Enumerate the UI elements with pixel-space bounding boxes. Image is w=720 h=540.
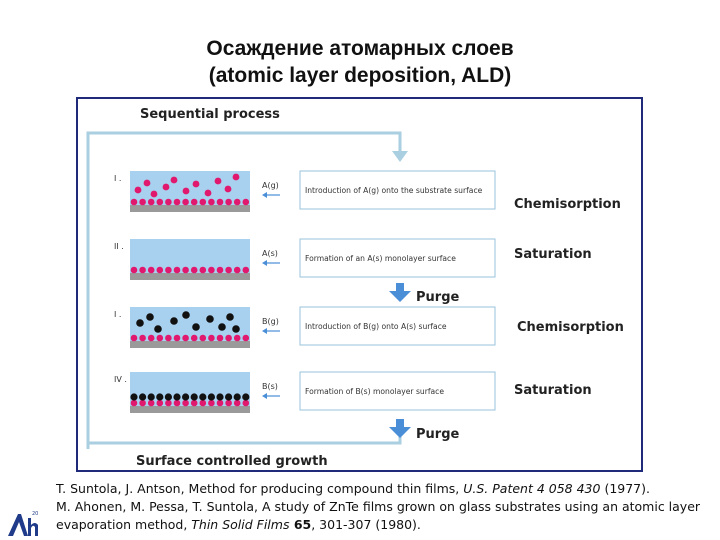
gas-a-molecule — [171, 177, 178, 184]
species-label: B(g) — [262, 317, 279, 326]
species-a-atom — [243, 400, 250, 407]
gas-a-molecule — [144, 180, 151, 187]
species-a-atom — [182, 199, 189, 206]
species-a-atom — [191, 199, 198, 206]
species-a-atom — [148, 400, 155, 407]
species-label: A(g) — [262, 181, 279, 190]
gas-b-molecule — [136, 319, 144, 327]
gas-b-molecule — [146, 313, 154, 321]
step-number: II . — [114, 242, 124, 251]
species-a-atom — [234, 199, 241, 206]
gas-a-molecule — [225, 186, 232, 193]
step-panel-2 — [114, 239, 592, 280]
species-a-atom — [200, 199, 207, 206]
species-a-atom — [157, 400, 164, 407]
species-a-atom — [174, 335, 181, 342]
reference-2: M. Ahonen, M. Pessa, T. Suntola, A study of ZnTe films grown on glass substrates using an atomic layer evaporation method, Thin Solid Films 65, 301-307 (1980). — [56, 499, 701, 532]
gas-b-molecule — [232, 325, 240, 333]
species-a-atom — [225, 199, 232, 206]
species-a-atom — [182, 335, 189, 342]
species-a-atom — [131, 335, 138, 342]
species-b-atom — [199, 393, 206, 400]
gas-b-molecule — [154, 325, 162, 333]
species-a-atom — [174, 199, 181, 206]
species-a-atom — [217, 335, 224, 342]
species-a-atom — [165, 400, 172, 407]
input-arrowhead-icon — [262, 393, 267, 399]
step-panel-1 — [114, 171, 621, 212]
purge-arrow-2 — [389, 419, 411, 438]
species-a-atom — [191, 400, 198, 407]
gas-b-molecule — [226, 313, 234, 321]
species-a-atom — [131, 267, 138, 274]
species-a-atom — [217, 199, 224, 206]
reference-1: T. Suntola, J. Antson, Method for producing compound thin films, U.S. Patent 4 058 430 (1977). — [56, 481, 650, 496]
species-a-atom — [139, 199, 146, 206]
species-a-atom — [139, 400, 146, 407]
species-a-atom — [208, 267, 215, 274]
step-description: Introduction of B(g) onto A(s) surface — [305, 322, 447, 331]
species-b-atom — [139, 393, 146, 400]
species-b-atom — [234, 393, 241, 400]
species-b-atom — [216, 393, 223, 400]
species-a-atom — [165, 267, 172, 274]
species-b-atom — [242, 393, 249, 400]
gas-b-molecule — [182, 311, 190, 319]
species-a-atom — [208, 400, 215, 407]
species-a-atom — [157, 335, 164, 342]
ald-diagram — [78, 99, 641, 470]
step-number: I . — [114, 310, 122, 319]
substrate — [130, 341, 250, 348]
gas-a-molecule — [193, 181, 200, 188]
step-label: Saturation — [514, 383, 592, 398]
ald-diagram-frame — [76, 97, 643, 472]
surface-growth-label: Surface controlled growth — [136, 454, 328, 469]
gas-b-molecule — [192, 323, 200, 331]
species-a-atom — [165, 199, 172, 206]
species-a-atom — [234, 335, 241, 342]
species-a-atom — [200, 267, 207, 274]
species-a-atom — [243, 199, 250, 206]
species-a-atom — [225, 335, 232, 342]
species-b-atom — [225, 393, 232, 400]
species-a-atom — [131, 199, 138, 206]
species-a-atom — [191, 335, 198, 342]
university-logo-icon — [6, 508, 42, 538]
species-a-atom — [234, 400, 241, 407]
gas-b-molecule — [170, 317, 178, 325]
species-a-atom — [191, 267, 198, 274]
species-a-atom — [157, 267, 164, 274]
substrate — [130, 205, 250, 212]
species-a-atom — [139, 267, 146, 274]
step-panel-4 — [114, 372, 592, 413]
species-a-atom — [131, 400, 138, 407]
substrate — [130, 273, 250, 280]
species-a-atom — [200, 400, 207, 407]
species-a-atom — [217, 400, 224, 407]
step-number: I . — [114, 174, 122, 183]
species-a-atom — [243, 335, 250, 342]
species-a-atom — [157, 199, 164, 206]
step-label: Chemisorption — [514, 197, 621, 212]
purge-label-1: Purge — [416, 290, 460, 305]
step-label: Saturation — [514, 247, 592, 262]
step-number: IV . — [114, 375, 127, 384]
species-a-atom — [148, 267, 155, 274]
species-b-atom — [182, 393, 189, 400]
sequential-process-label: Sequential process — [140, 107, 280, 122]
species-a-atom — [165, 335, 172, 342]
step-description: Formation of B(s) monolayer surface — [305, 387, 445, 396]
gas-a-molecule — [233, 174, 240, 181]
purge-label-2: Purge — [416, 427, 460, 442]
species-b-atom — [156, 393, 163, 400]
species-a-atom — [148, 199, 155, 206]
species-a-atom — [200, 335, 207, 342]
substrate — [130, 406, 250, 413]
species-a-atom — [243, 267, 250, 274]
species-b-atom — [130, 393, 137, 400]
title-russian: Осаждение атомарных слоев — [206, 37, 514, 60]
species-b-atom — [173, 393, 180, 400]
species-a-atom — [139, 335, 146, 342]
species-a-atom — [208, 199, 215, 206]
species-a-atom — [148, 335, 155, 342]
gas-a-molecule — [163, 184, 170, 191]
gas-a-molecule — [135, 187, 142, 194]
species-b-atom — [191, 393, 198, 400]
purge-arrow-1 — [389, 283, 411, 302]
species-a-atom — [234, 267, 241, 274]
species-a-atom — [174, 400, 181, 407]
gas-a-molecule — [183, 188, 190, 195]
gas-a-molecule — [205, 190, 212, 197]
species-b-atom — [165, 393, 172, 400]
species-a-atom — [182, 267, 189, 274]
input-arrowhead-icon — [262, 260, 267, 266]
species-a-atom — [174, 267, 181, 274]
species-a-atom — [182, 400, 189, 407]
step-description: Introduction of A(g) onto the substrate surface — [305, 186, 483, 195]
gas-b-molecule — [218, 323, 226, 331]
species-b-atom — [208, 393, 215, 400]
species-label: B(s) — [262, 382, 278, 391]
step-description: Formation of an A(s) monolayer surface — [305, 254, 456, 263]
species-b-atom — [148, 393, 155, 400]
species-a-atom — [225, 267, 232, 274]
input-arrowhead-icon — [262, 328, 267, 334]
title-english: (atomic layer deposition, ALD) — [208, 64, 512, 87]
references — [56, 480, 706, 534]
species-a-atom — [208, 335, 215, 342]
gas-a-molecule — [151, 191, 158, 198]
species-a-atom — [217, 267, 224, 274]
step-label: Chemisorption — [517, 320, 624, 335]
gas-a-molecule — [215, 178, 222, 185]
gas-b-molecule — [206, 315, 214, 323]
svg-text:20: 20 — [32, 511, 39, 517]
species-a-atom — [225, 400, 232, 407]
step-panel-3 — [114, 307, 624, 348]
input-arrowhead-icon — [262, 192, 267, 198]
species-label: A(s) — [262, 249, 278, 258]
